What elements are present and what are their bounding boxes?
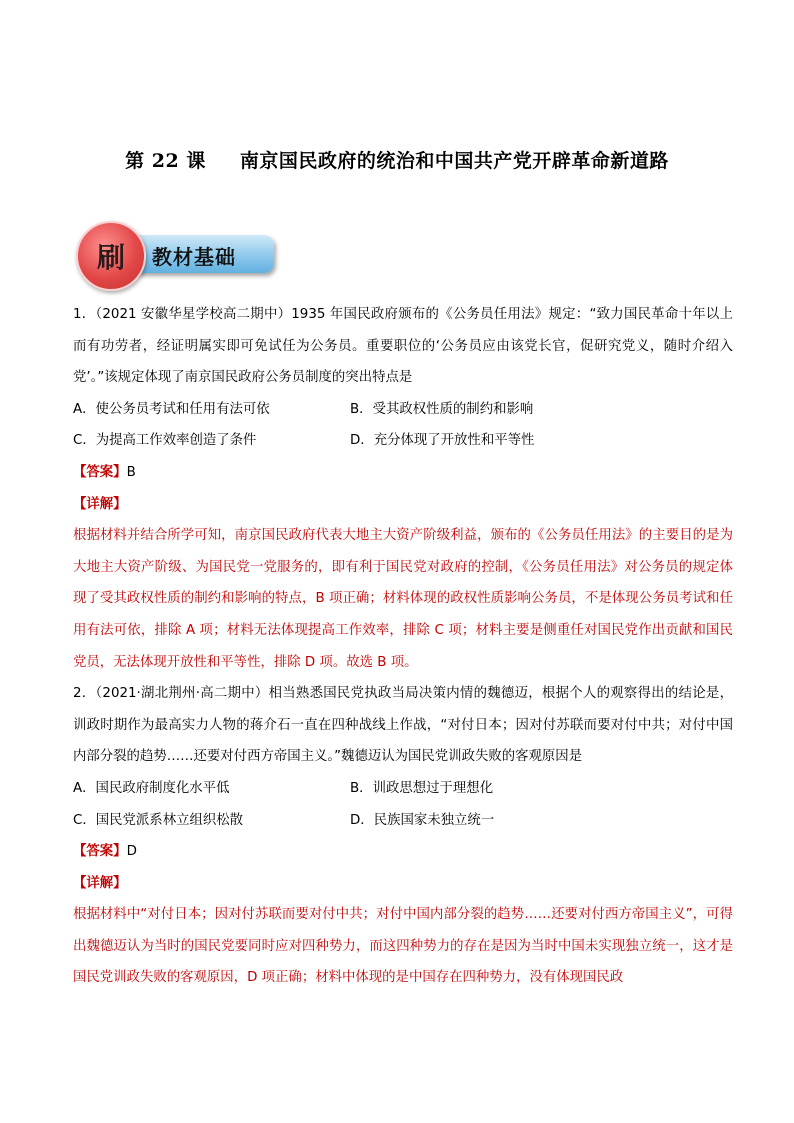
- question-list: [73, 299, 733, 994]
- option-a: A．国民政府制度化水平低: [73, 780, 230, 796]
- question-2: [73, 678, 733, 994]
- answer-line: [73, 836, 733, 868]
- badge-circle-icon: [76, 221, 146, 291]
- option-d: D．充分体现了开放性和平等性: [350, 433, 535, 449]
- question-stem: 2．（2021·湖北荆州·高二期中）相当熟悉国民党执政当局决策内情的魏德迈，根据个人的观察得出的结论是，训政时期作为最高实力人物的蒋介石一直在四种战线上作战，“对付日本；因对付苏联而要对付中共；对付中国内部分裂的趋势……还要对付西方帝国主义。”魏德迈认为国民党训政失败的客观原因是: [73, 686, 733, 765]
- options-row: [73, 394, 733, 426]
- section-heading: 教材基础: [152, 245, 236, 269]
- option-b: B．训政思想过于理想化: [350, 780, 494, 796]
- lesson-name: 南京国民政府的统治和中国共产党开辟革命新道路: [239, 150, 669, 172]
- options-row: [73, 773, 733, 805]
- detail-text: 根据材料并结合所学可知，南京国民政府代表大地主大资产阶级利益，颁布的《公务员任用法》的主要目的是为大地主大资产阶级、为国民党一党服务的，即有利于国民党对政府的控制，《公务员任用法》对公务员的规定体现了受其政权性质的制约和影响的特点，B 项正确；材料体现的政权性质影响公务员，不是体现公务员考试和任用有法可依，排除 A 项；材料无法体现提高工作效率，排除 C 项；材料主要是侧重任对国民党作出贡献和国民党员，无法体现开放性和平等性，排除 D 项。故选 B 项。: [73, 528, 733, 670]
- badge-char: 刷: [96, 241, 125, 274]
- options-row: [73, 425, 733, 457]
- option-b: B．受其政权性质的制约和影响: [350, 401, 534, 417]
- option-a: A．使公务员考试和任用有法可依: [73, 401, 270, 417]
- answer-value: D: [126, 844, 137, 860]
- option-c: C．为提高工作效率创造了条件: [73, 433, 257, 449]
- section-badge: [76, 221, 276, 281]
- question-stem: 1．（2021 安徽华星学校高二期中）1935 年国民政府颁布的《公务员任用法》规定：“致力国民革命十年以上而有功劳者，经证明属实即可免试任为公务员。重要职位的‘公务员应由该党长官，促研究党义，随时介绍入党’。”该规定体现了南京国民政府公务员制度的突出特点是: [73, 307, 733, 386]
- answer-line: [73, 457, 733, 489]
- option-d: D．民族国家未独立统一: [350, 812, 495, 828]
- detail-label: 【详解】: [73, 496, 127, 512]
- detail-text: 根据材料中“对付日本；因对付苏联而要对付中共；对付中国内部分裂的趋势……还要对付西方帝国主义”，可得出魏德迈认为当时的国民党要同时应对四种势力，而这四种势力的存在是因为当时中国未实现独立统一，这才是国民党训政失败的客观原因，D 项正确；材料中体现的是中国存在四种势力，没有体现国民政: [73, 907, 733, 986]
- answer-value: B: [126, 464, 136, 480]
- lesson-title: [0, 146, 794, 173]
- question-1: [73, 299, 733, 678]
- answer-label: 【答案】: [73, 844, 127, 860]
- lesson-number: 第 22 课: [125, 150, 206, 172]
- detail-label: 【详解】: [73, 875, 127, 891]
- answer-label: 【答案】: [73, 464, 127, 480]
- option-c: C．国民党派系林立组织松散: [73, 812, 244, 828]
- options-row: [73, 805, 733, 837]
